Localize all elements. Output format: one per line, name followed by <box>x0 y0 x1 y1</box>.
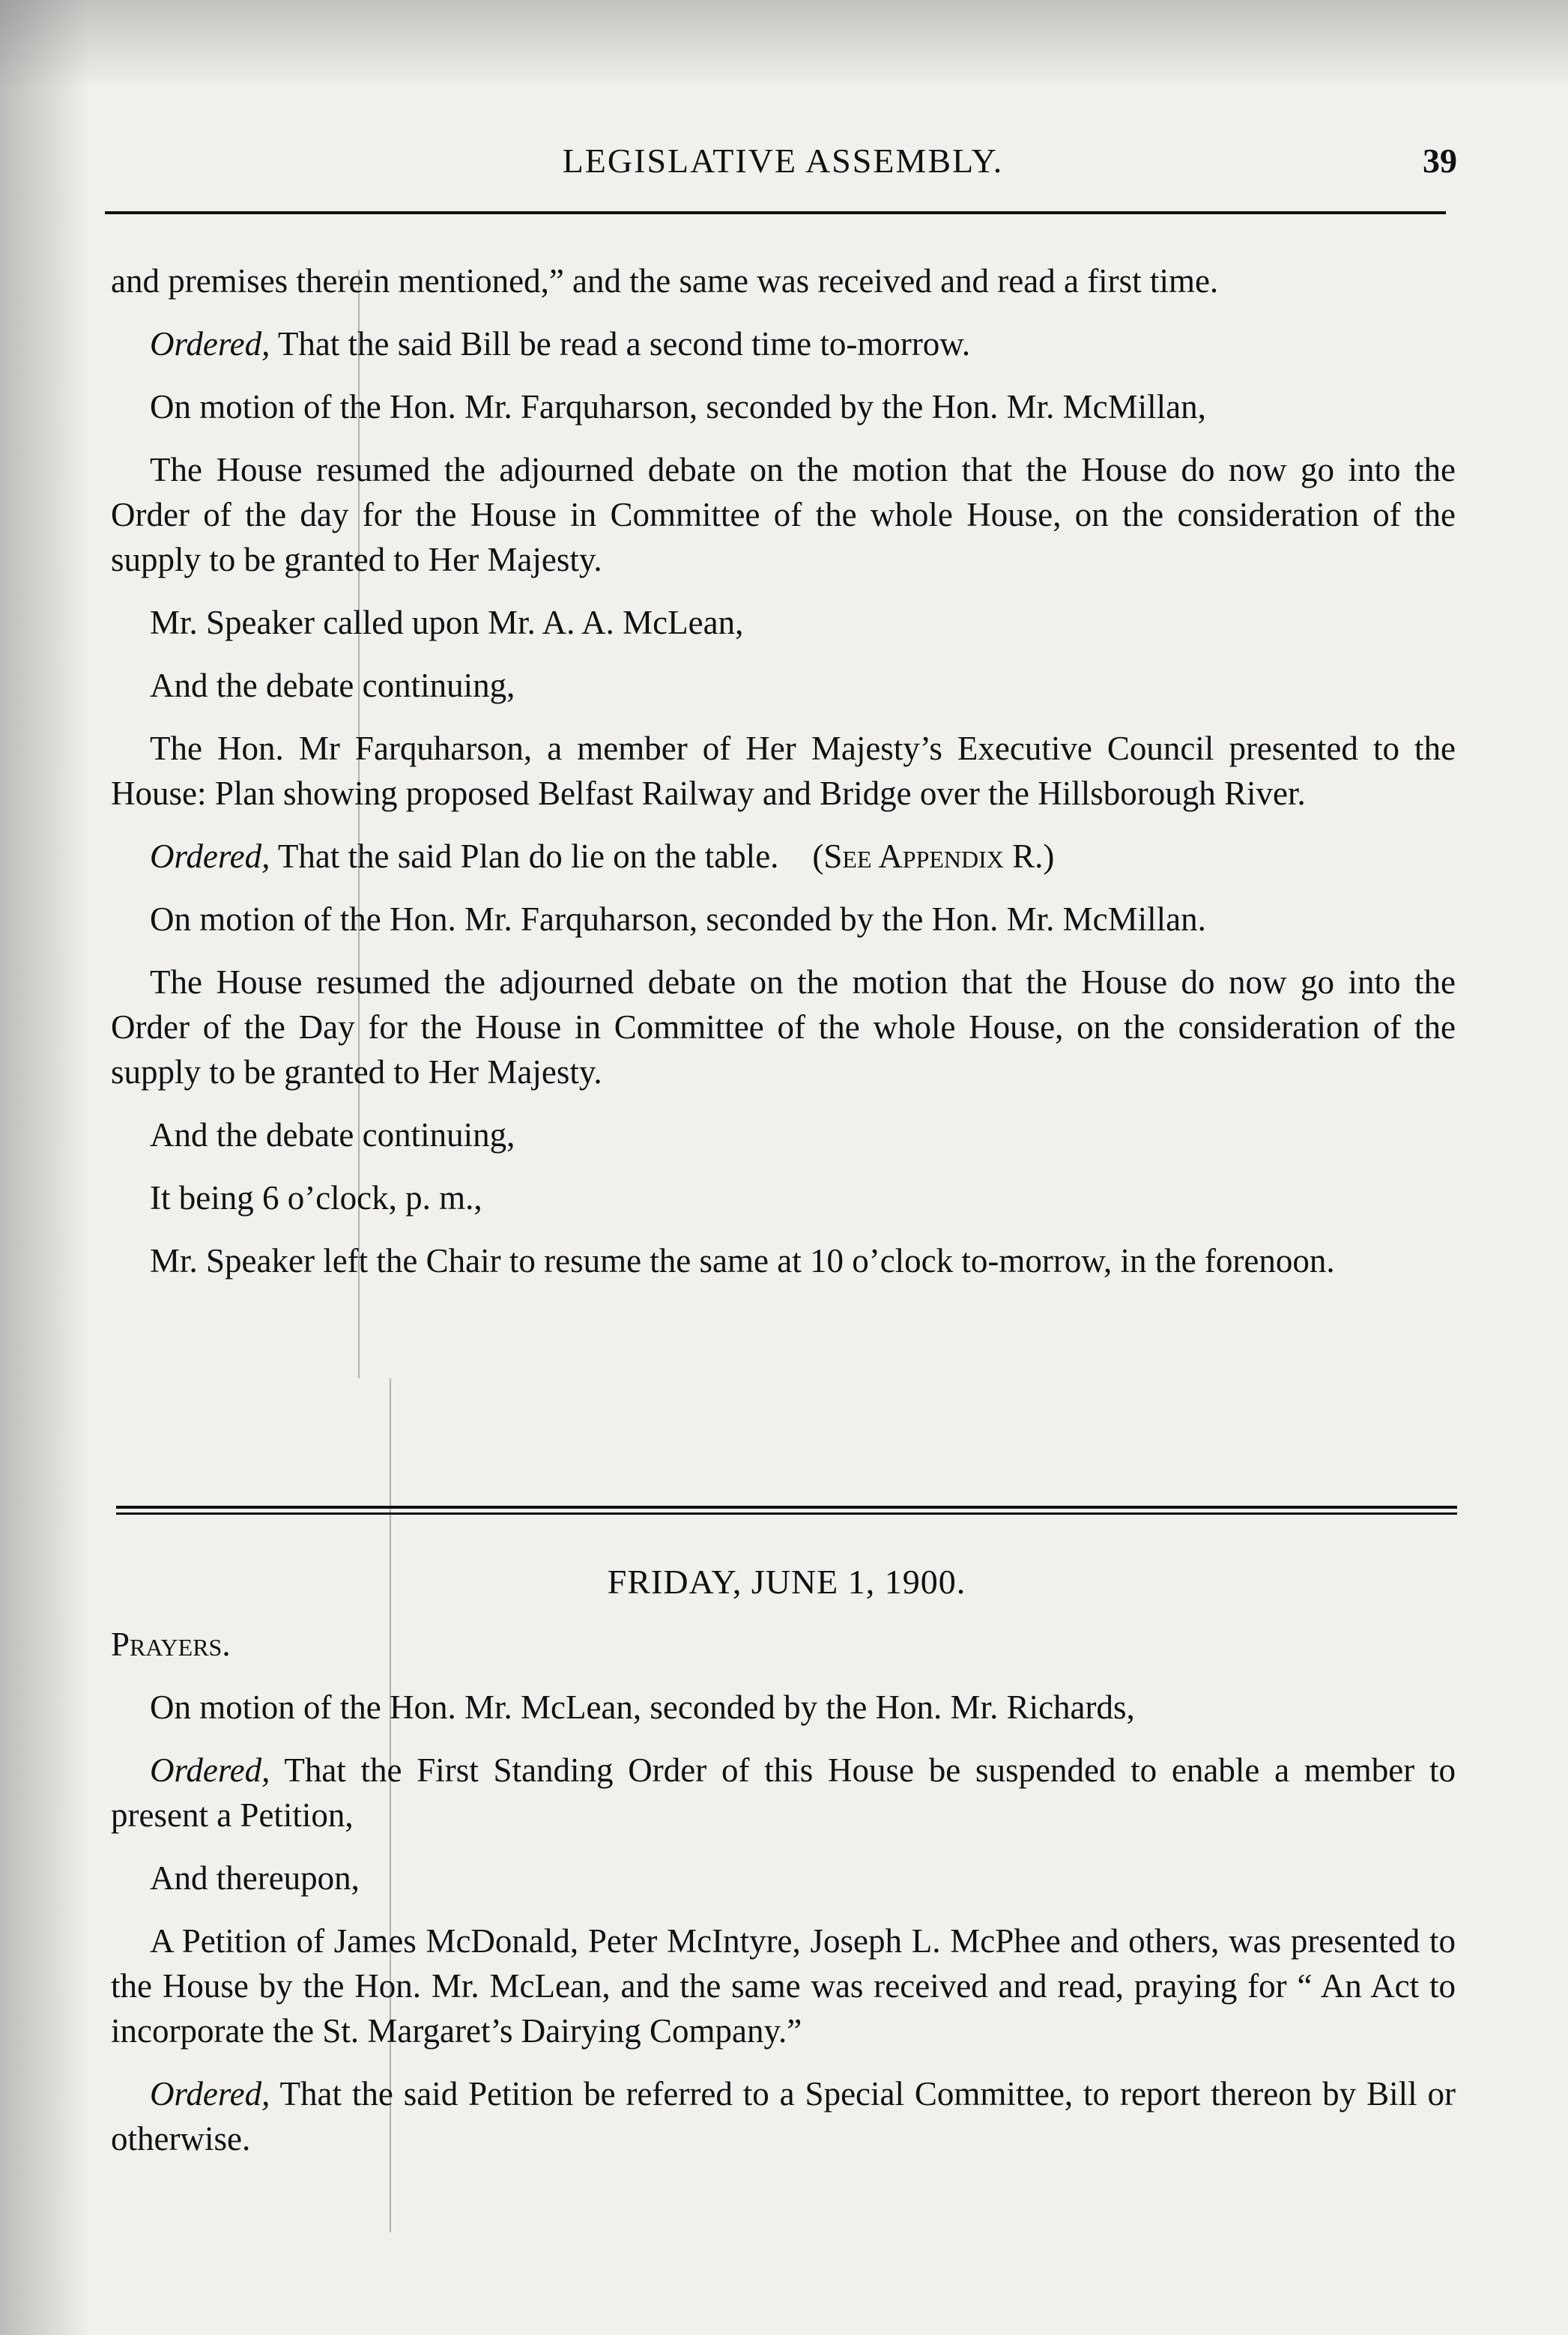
paragraph: and premises therein mentioned,” and the same was received and read a first time. <box>111 262 1219 300</box>
paragraph-text: That the said Plan do lie on the table. <box>270 838 779 875</box>
section-divider <box>116 1506 1457 1516</box>
ordered-label: Ordered, <box>150 325 270 363</box>
paragraph: The House resumed the adjourned debate on the motion that the House do now go into the Order of the Day for the House in Committee of the whole House, on the consideration of the supply to be granted to Her Majesty. <box>111 963 1456 1091</box>
page-number: 39 <box>1423 142 1457 180</box>
paragraph: It being 6 o’clock, p. m., <box>150 1179 482 1217</box>
divider-line <box>116 1512 1457 1515</box>
paragraph <box>111 2071 1456 2161</box>
paragraph: And the debate continuing, <box>150 1116 515 1154</box>
header-rule <box>105 211 1446 214</box>
appendix-reference: (See Appendix R.) <box>812 838 1055 875</box>
ordered-label: Ordered, <box>150 1751 270 1789</box>
paragraph <box>111 1748 1456 1838</box>
divider-line <box>116 1506 1457 1509</box>
paragraph: On motion of the Hon. Mr. McLean, seconded by the Hon. Mr. Richards, <box>150 1689 1135 1726</box>
paragraph <box>111 321 1456 366</box>
running-title: LEGISLATIVE ASSEMBLY. <box>562 142 1004 180</box>
prayers-heading: Prayers. <box>111 1626 231 1663</box>
ordered-label: Ordered, <box>150 838 270 875</box>
page-header <box>109 135 1457 187</box>
paragraph: And the debate continuing, <box>150 667 515 704</box>
page-edge-shadow-top <box>0 0 1568 90</box>
paragraph: A Petition of James McDonald, Peter McIntyre, Joseph L. McPhee and others, was presented to the House by the Hon. Mr. McLean, and the same was received and read, praying for “ An Act to incorporate the St. Margaret’s Dairying Company.” <box>111 1922 1456 2050</box>
paragraph: The House resumed the adjourned debate on the motion that the House do now go into the Order of the day for the House in Committee of the whole House, on the consideration of the supply to be granted to Her Majesty. <box>111 451 1456 578</box>
paragraph-text: That the said Bill be read a second time to-morrow. <box>270 325 971 363</box>
paragraph-text: That the First Standing Order of this House be suspended to enable a member to present a Petition, <box>111 1751 1456 1834</box>
paragraph: On motion of the Hon. Mr. Farquharson, seconded by the Hon. Mr. McMillan, <box>150 388 1206 425</box>
proceedings-top-section <box>111 258 1456 1301</box>
paragraph: The Hon. Mr Farquharson, a member of Her Majesty’s Executive Council presented to the House: Plan showing proposed Belfast Railway and Bridge over the Hillsborough River. <box>111 730 1456 812</box>
paragraph: Mr. Speaker left the Chair to resume the same at 10 o’clock to-morrow, in the forenoon. <box>150 1242 1335 1279</box>
paragraph: And thereupon, <box>150 1859 360 1897</box>
date-heading: FRIDAY, JUNE 1, 1900. <box>607 1563 966 1601</box>
page-edge-shadow-left <box>0 0 90 2335</box>
paragraph: Mr. Speaker called upon Mr. A. A. McLean, <box>150 604 744 641</box>
proceedings-bottom-section <box>111 1622 1456 2179</box>
paragraph: On motion of the Hon. Mr. Farquharson, seconded by the Hon. Mr. McMillan. <box>150 900 1206 938</box>
paragraph-text: That the said Petition be referred to a Special Committee, to report thereon by Bill or otherwise. <box>111 2075 1456 2157</box>
ordered-label: Ordered, <box>150 2075 270 2113</box>
paragraph <box>111 834 1456 879</box>
